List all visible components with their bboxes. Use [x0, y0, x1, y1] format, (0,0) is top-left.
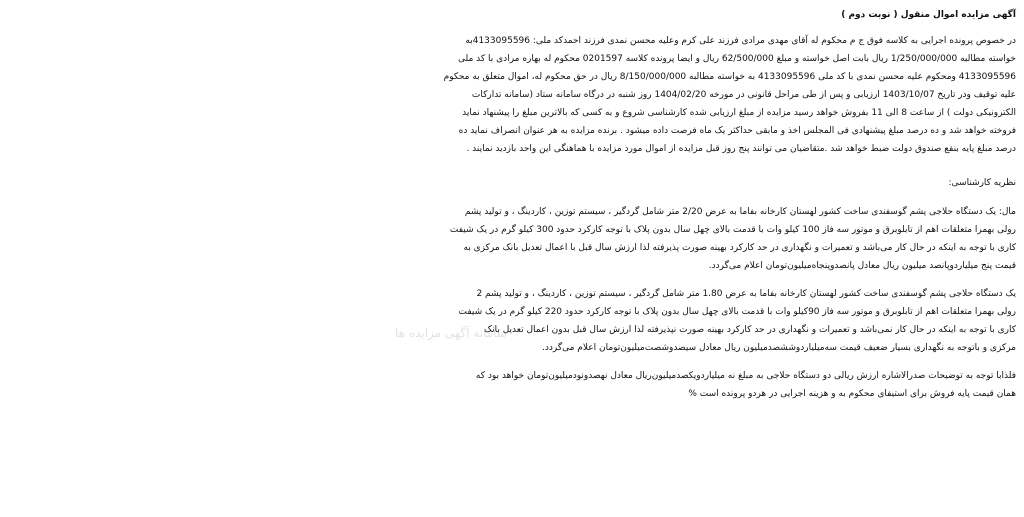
item-two-line: کاری با توجه به اینکه در حال کار نمی‌باشد و تعمیرات و نگهداری در حد کارکرد بهینه صورت نپذیرفته لذا ارزش سال قبل بدون اعمال تعدیل بانک: [484, 325, 1016, 335]
item-two-line: مرکزی و باتوجه به نگهداری بسیار ضعیف قیمت سه‌میلیاردوششصدمیلیون ریال معادل سیصدوشصت‌میلیون‌تومان اعلام می‌گردد.: [542, 343, 1016, 353]
expert-opinion-label: نظریه کارشناسی:: [948, 178, 1016, 188]
item-one-paragraph: [8, 203, 1016, 275]
notice-title: آگهی مزایده اموال منقول ( نوبت دوم ): [841, 10, 1016, 20]
watermark-text: سامانه آگهی مزایده ها: [395, 326, 507, 340]
conclusion-line: همان قیمت پایه فروش برای استیفای محکوم به و هزینه اجرایی در هردو پرونده است %: [688, 389, 1016, 399]
notice-content: [8, 6, 1016, 403]
intro-line: الکترونیکی دولت ) از ساعت 8 الی 11 بفروش خواهد رسید مزایده از مبلغ ارزیابی شده کارشناسی شروع و به کسی که بالاترین مبلغ را پیشنهاد نماید: [462, 108, 1016, 118]
intro-line: فروخته خواهد شد و ده درصد مبلغ پیشنهادی فی المجلس اخذ و مابقی حداکثر یک ماه فرصت داده میشود . برنده مزایده به هر عنوان انصراف نماید ده: [458, 126, 1016, 136]
item-one-line: رولی بهمرا متعلقات اهم از تابلوبرق و موتور سه فاز 100 کیلو وات با قدمت بالای چهل سال بدون پلاک با توجه کارکرد حدود 300 کیلو گرم در یک شیفت: [449, 225, 1016, 235]
item-one-line: قیمت پنج میلیاردوپانصد میلیون ریال معادل پانصدوپنجاه‌میلیون‌تومان اعلام می‌گردد.: [708, 261, 1016, 271]
intro-paragraph: [8, 32, 1016, 158]
item-two-line: رولی بهمرا متعلقات اهم از تابلوبرق و موتور سه فاز 90کیلو وات با قدمت بالای چهل سال بدون پلاک با توجه کارکرد حدود 220 کیلو گرم در یک شیفت: [458, 307, 1016, 317]
intro-line: خواسته مطالبه 1/250/000/000 ریال بابت اصل خواسته و مبلغ 62/500/000 ریال و ایضا پرونده کلاسه 0201597 محکوم له بهاره مرادی با کد ملی: [458, 54, 1016, 64]
conclusion-paragraph: [8, 367, 1016, 403]
item-one-line: مال: یک دستگاه حلاجی پشم گوسفندی ساخت کشور لهستان کارخانه بفاما به عرض 2/20 متر شامل گردگیر ، سیستم توزین ، کاردینگ ، و تولید پشم: [464, 207, 1016, 217]
item-two-line: یک دستگاه حلاجی پشم گوسفندی ساخت کشور لهستان کارخانه بفاما به عرض 1.80 متر شامل گردگیر ، سیستم توزین ، کاردینگ ، و تولید پشم 2: [476, 289, 1016, 299]
intro-line: علیه توقیف ودر تاریخ 1403/10/07 ارزیابی و پس از طی مراحل قانونی در مورخه 1404/02/20 روز شنبه در درگاه سامانه ستاد (سامانه تدارکات: [471, 90, 1016, 100]
conclusion-line: فلذابا توجه به توضیحات صدرالاشاره ارزش ریالی دو دستگاه حلاجی به مبلغ نه میلیاردویکصدمیلیون‌ریال معادل نهصدونودمیلیون‌تومان خواهد بود که: [475, 371, 1016, 381]
intro-line: درصد مبلغ پایه بنفع صندوق دولت ضبط خواهد شد .متقاضیان می توانند پنج روز قبل مزایده از اموال مورد مزایده با هماهنگی این واحد بازدید نمایند .: [466, 144, 1016, 154]
intro-line: 4133095596 ومحکوم علیه محسن نمدی با کد ملی 4133095596 به خواسته مطالبه 8/150/000/000 ریال در حق محکوم له، اموال متعلق به محکوم: [443, 72, 1016, 82]
intro-line: در خصوص پرونده اجرایی به کلاسه فوق ج م محکوم له آقای مهدی مرادی فرزند علی کرم وعلیه محسن نمدی فرزند احمدکد ملی: 4133095596به: [465, 36, 1016, 46]
item-two-paragraph: [8, 285, 1016, 357]
item-one-line: کاری با توجه به اینکه در حال کار می‌باشد و تعمیرات و نگهداری در حد کارکرد بهینه صورت پذیرفته لذا ارزش سال قبل با اعمال تعدیل بانک مرکزی به: [463, 243, 1016, 253]
